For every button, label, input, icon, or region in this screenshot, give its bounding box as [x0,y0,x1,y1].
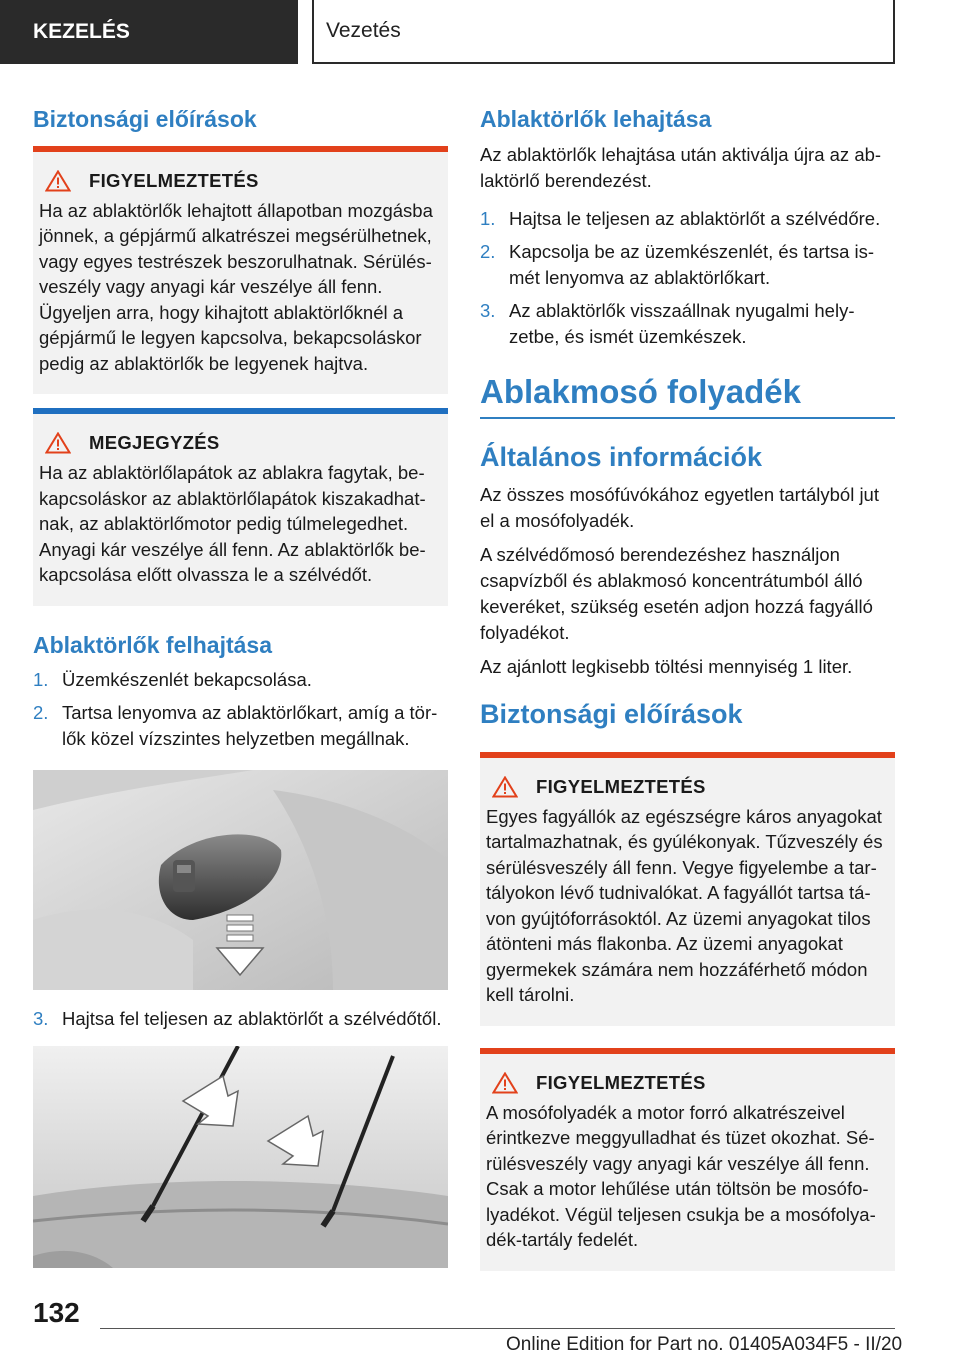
note-box-1 [33,408,448,606]
general-p1: Az összes mosófúvókához egyetlen tartályból jut el a mosófolyadék. [480,483,879,531]
note-text: Ha az ablaktörlőlapátok az ablakra fagytak, be-kapcsoláskor az ablaktörlőlapátok kiszakadhat-nak, az ablaktörlőmotor pedig túlmelegedhet. Anyagi kár veszélye áll fenn. Az ablaktörlők be-kapcsolása előtt olvassza le a szélvédőt. [39,462,426,586]
chapter-tab: KEZELÉS [0,0,298,64]
list-item: 3. Az ablaktörlők visszaállnak nyugalmi hely-zetbe, és ismét üzemkészek. [480,299,855,347]
list-item: 1. Üzemkészenlét bekapcsolása. [33,669,312,691]
list-item: 2. Kapcsolja be az üzemkészenlét, és tartsa is-mét lenyomva az ablaktörlőkart. [480,240,875,288]
wipers-raised-illustration [33,1046,448,1268]
warning-box-2 [480,752,895,1026]
warning-text: A mosófolyadék a motor forró alkatrészeivel érintkezve meggyulladhat és tüzet okozhat. Sé-rülésveszély vagy anyagi kár veszélye áll fenn. Csak a motor lehűlése után töltsön be mosófo-lyadékot. Végül teljesen csukja be a mosófolya-dék-tartály fedelét. [486,1101,876,1251]
warning-triangle-icon [492,1072,518,1094]
heading-safety-2: Biztonsági előírások [480,698,743,729]
heading-general-info: Általános információk [480,442,763,473]
steps-fold-up [33,667,448,752]
left-column [33,96,448,1284]
heading-fold-down: Ablaktörlők lehajtása [480,106,712,132]
warning-title: FIGYELMEZTETÉS [45,170,440,192]
heading-safety: Biztonsági előírások [33,106,257,132]
heading-washer-fluid: Ablakmosó folyadék [480,372,895,420]
steps-fold-down [480,206,895,350]
warning-triangle-icon [492,776,518,798]
general-p2: A szélvédőmosó berendezéshez használjon csapvízből és ablakmosó koncentrátumból álló keveréket, szükség esetén adjon hozzá fagyálló folyadékot. [480,543,873,643]
steps-fold-up-cont [33,1006,448,1032]
heading-fold-up: Ablaktörlők felhajtása [33,631,273,658]
warning-box-1 [33,146,448,395]
edition-note: Online Edition for Part no. 01405A034F5 - II/20 [506,1334,903,1355]
warning-box-3 [480,1048,895,1271]
page-number: 132 [33,1297,80,1328]
note-title: MEGJEGYZÉS [45,432,440,454]
fold-down-intro: Az ablaktörlők lehajtása után aktiválja újra az ab-laktörlő berendezést. [480,143,882,191]
list-item: 1. Hajtsa le teljesen az ablaktörlőt a szélvédőre. [480,207,881,229]
list-item: 2. Tartsa lenyomva az ablaktörlőkart, amíg a tör-lők közel vízszintes helyzetben megállnak. [33,702,438,750]
list-item: 3. Hajtsa fel teljesen az ablaktörlőt a szélvédőtől. [33,1008,442,1030]
page-header [0,0,960,66]
general-p3: Az ajánlott legkisebb töltési mennyiség 1 liter. [480,655,853,677]
right-column [480,96,895,1285]
section-tab: Vezetés [312,0,895,64]
warning-triangle-icon [45,170,71,192]
footer-divider [100,1328,895,1329]
warning-title: FIGYELMEZTETÉS [492,776,887,798]
warning-text: Ha az ablaktörlők lehajtott állapotban mozgásba jönnek, a gépjármű alkatrészei megsérülhetnek, vagy egyes testrészek beszorulhatnak. Sérülés-veszély vagy anyagi kár veszélye áll fenn. Ügyeljen arra, hogy kihajtott ablaktörlőknél a gépjármű le legyen kapcsolva, bekapcsoláskor pedig az ablaktörlők be legyenek hajtva. [39,199,433,374]
warning-title: FIGYELMEZTETÉS [492,1072,887,1094]
warning-triangle-icon [45,432,71,454]
warning-text: Egyes fagyállók az egészségre káros anyagokat tartalmazhatnak, és gyúlékonyak. Tűzveszély és sérülésveszély áll fenn. Vegye figyelembe a tar-tályokon lévő tudnivalókat. A fagyállót tartsa tá-von gyújtóforrásoktól. Az üzemi anyagokat tilos átönteni más flakonba. Az üzemi anyagokat gyermekek számára nem hozzáférhető módon kell tárolni. [486,805,883,1006]
wiper-stalk-illustration [33,770,448,990]
